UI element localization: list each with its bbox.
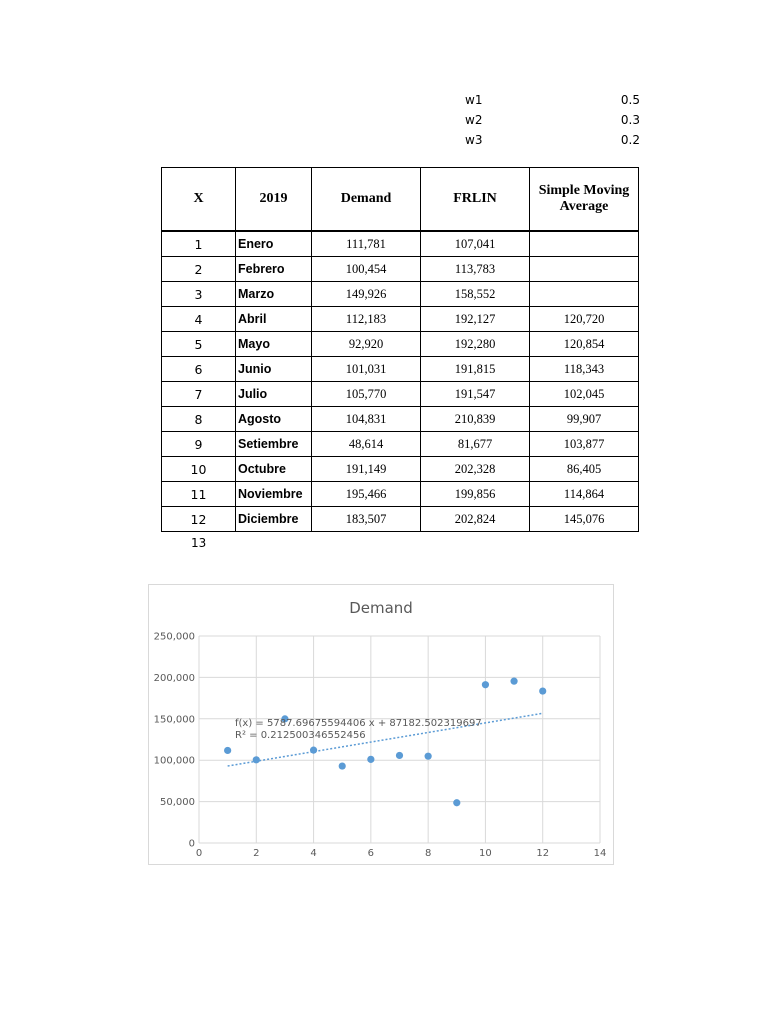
- header-x: X: [162, 168, 236, 232]
- data-point: [396, 752, 403, 759]
- data-point: [510, 678, 517, 685]
- y-tick-label: 250,000: [153, 631, 195, 643]
- weight-row: [465, 130, 640, 150]
- table-row: [162, 482, 639, 507]
- weight-row: [465, 90, 640, 110]
- cell-x: 10: [162, 457, 236, 482]
- cell-x: 5: [162, 332, 236, 357]
- cell-sma: 99,907: [530, 407, 639, 432]
- cell-frlin: 191,815: [421, 357, 530, 382]
- cell-frlin: 113,783: [421, 257, 530, 282]
- weight-label: w2: [465, 113, 483, 127]
- cell-month: Marzo: [236, 282, 312, 307]
- cell-x: 7: [162, 382, 236, 407]
- cell-sma: 145,076: [530, 507, 639, 532]
- cell-x: 4: [162, 307, 236, 332]
- cell-month: Enero: [236, 231, 312, 257]
- table-row: [162, 282, 639, 307]
- cell-demand: 92,920: [312, 332, 421, 357]
- cell-demand: 191,149: [312, 457, 421, 482]
- cell-month: Mayo: [236, 332, 312, 357]
- cell-x: 6: [162, 357, 236, 382]
- table-row: [162, 307, 639, 332]
- table-row: [162, 332, 639, 357]
- data-point: [224, 747, 231, 754]
- y-tick-label: 50,000: [160, 797, 195, 809]
- x-tick-label: 6: [367, 848, 375, 859]
- demand-chart: [148, 584, 614, 865]
- cell-sma: 103,877: [530, 432, 639, 457]
- cell-demand: 195,466: [312, 482, 421, 507]
- x-tick-label: 2: [253, 848, 260, 859]
- weight-value: 0.5: [620, 93, 640, 107]
- y-tick-label: 0: [188, 838, 195, 850]
- demand-table: [161, 167, 639, 532]
- data-point: [310, 747, 317, 754]
- weight-label: w1: [465, 93, 483, 107]
- cell-demand: 48,614: [312, 432, 421, 457]
- cell-x: 12: [162, 507, 236, 532]
- x-tick-label: 0: [195, 848, 203, 859]
- cell-frlin: 210,839: [421, 407, 530, 432]
- cell-month: Abril: [236, 307, 312, 332]
- x-tick-label: 12: [536, 848, 550, 859]
- y-tick-label: 100,000: [153, 755, 195, 767]
- header-year: 2019: [236, 168, 312, 232]
- data-point: [339, 762, 346, 769]
- cell-x: 3: [162, 282, 236, 307]
- table-header-row: [162, 168, 639, 232]
- y-tick-label: 200,000: [153, 672, 195, 684]
- y-tick-label: 150,000: [153, 714, 195, 726]
- cell-frlin: 202,824: [421, 507, 530, 532]
- cell-demand: 104,831: [312, 407, 421, 432]
- weight-label: w3: [465, 133, 483, 147]
- table-row: [162, 382, 639, 407]
- table-row: [162, 357, 639, 382]
- x-tick-label: 8: [424, 848, 432, 859]
- cell-sma: 86,405: [530, 457, 639, 482]
- extra-x-value: 13: [191, 536, 207, 550]
- cell-demand: 183,507: [312, 507, 421, 532]
- weight-value: 0.2: [620, 133, 640, 147]
- chart-title: Demand: [349, 599, 413, 617]
- x-tick-label: 14: [593, 848, 607, 859]
- x-tick-label: 4: [310, 848, 317, 859]
- cell-frlin: 107,041: [421, 231, 530, 257]
- cell-sma: [530, 231, 639, 257]
- trendline-r2: R² = 0.212500346552456: [235, 730, 366, 741]
- cell-sma: 120,854: [530, 332, 639, 357]
- cell-frlin: 202,328: [421, 457, 530, 482]
- cell-sma: 120,720: [530, 307, 639, 332]
- data-point: [425, 753, 432, 760]
- data-point: [367, 756, 374, 763]
- cell-frlin: 158,552: [421, 282, 530, 307]
- cell-demand: 105,770: [312, 382, 421, 407]
- cell-sma: 114,864: [530, 482, 639, 507]
- cell-frlin: 192,280: [421, 332, 530, 357]
- cell-month: Febrero: [236, 257, 312, 282]
- header-frlin: FRLIN: [421, 168, 530, 232]
- data-point: [539, 687, 546, 694]
- cell-frlin: 191,547: [421, 382, 530, 407]
- cell-month: Agosto: [236, 407, 312, 432]
- cell-sma: 118,343: [530, 357, 639, 382]
- demand-chart-svg: [149, 585, 613, 864]
- data-point: [482, 681, 489, 688]
- trendline-equation: f(x) = 5787.69675594406 x + 87182.502319697: [235, 718, 482, 729]
- cell-x: 9: [162, 432, 236, 457]
- weight-value: 0.3: [620, 113, 640, 127]
- cell-sma: [530, 282, 639, 307]
- weight-row: [465, 110, 640, 130]
- cell-month: Noviembre: [236, 482, 312, 507]
- table-row: [162, 231, 639, 257]
- table-row: [162, 432, 639, 457]
- table-row: [162, 407, 639, 432]
- cell-x: 11: [162, 482, 236, 507]
- cell-frlin: 199,856: [421, 482, 530, 507]
- cell-month: Setiembre: [236, 432, 312, 457]
- cell-month: Junio: [236, 357, 312, 382]
- table-row: [162, 257, 639, 282]
- cell-month: Octubre: [236, 457, 312, 482]
- cell-x: 2: [162, 257, 236, 282]
- cell-frlin: 192,127: [421, 307, 530, 332]
- data-point: [453, 799, 460, 806]
- cell-frlin: 81,677: [421, 432, 530, 457]
- cell-x: 1: [162, 231, 236, 257]
- cell-x: 8: [162, 407, 236, 432]
- cell-demand: 112,183: [312, 307, 421, 332]
- cell-sma: 102,045: [530, 382, 639, 407]
- header-demand: Demand: [312, 168, 421, 232]
- table-row: [162, 457, 639, 482]
- data-point: [253, 756, 260, 763]
- table-row: [162, 507, 639, 532]
- x-tick-label: 10: [479, 848, 492, 859]
- header-sma: Simple Moving Average: [530, 168, 639, 232]
- cell-demand: 111,781: [312, 231, 421, 257]
- cell-month: Diciembre: [236, 507, 312, 532]
- cell-demand: 101,031: [312, 357, 421, 382]
- cell-sma: [530, 257, 639, 282]
- weights-block: [465, 90, 640, 150]
- cell-month: Julio: [236, 382, 312, 407]
- cell-demand: 100,454: [312, 257, 421, 282]
- cell-demand: 149,926: [312, 282, 421, 307]
